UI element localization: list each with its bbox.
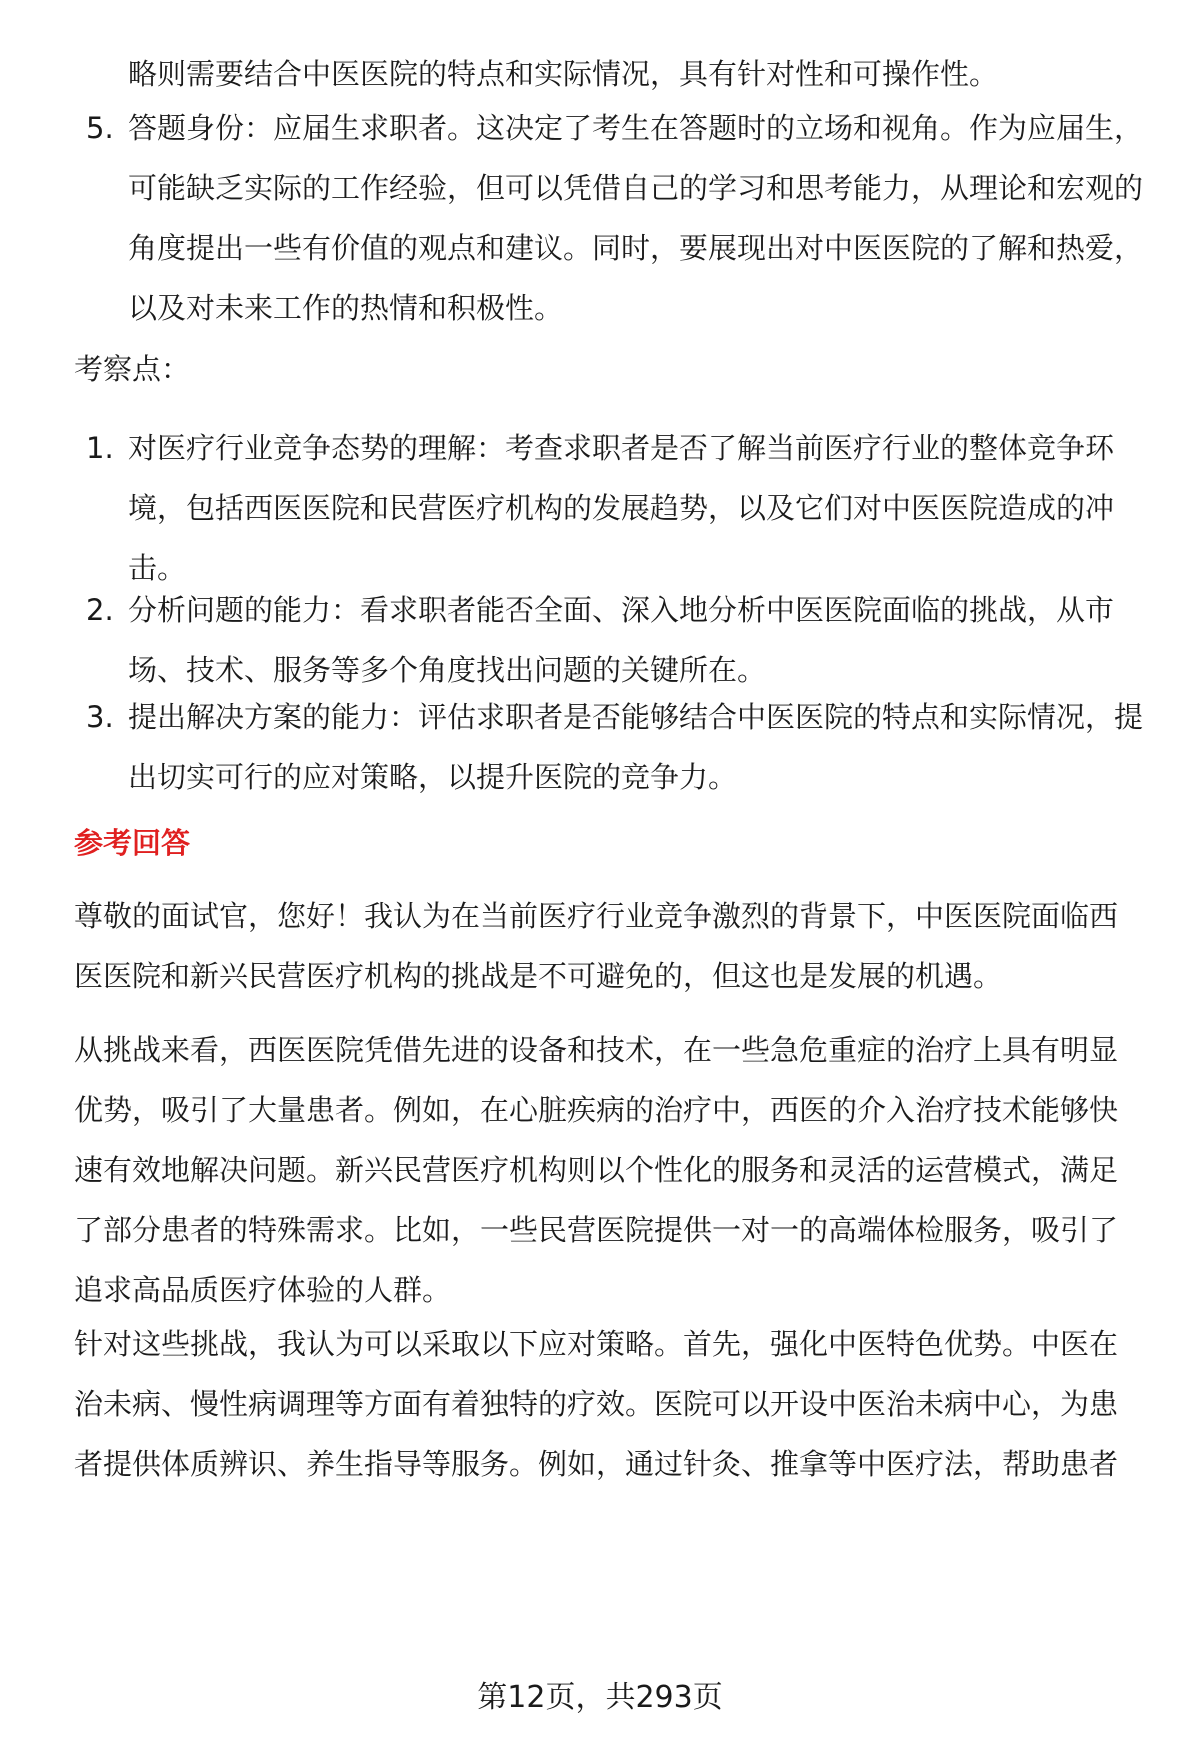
list-item-5 bbox=[74, 98, 1144, 338]
kaochadian-item-1 bbox=[74, 418, 1144, 598]
list-item-text: 提出解决方案的能力：评估求职者是否能够结合中医医院的特点和实际情况，提出切实可行的应对策略，以提升医院的竞争力。 bbox=[128, 700, 1144, 794]
list-item-text: 对医疗行业竞争态势的理解：考查求职者是否了解当前医疗行业的整体竞争环境，包括西医医院和民营医疗机构的发展趋势，以及它们对中医医院造成的冲击。 bbox=[128, 431, 1115, 585]
list-item-number: 1. bbox=[86, 431, 114, 465]
answer-paragraph-2: 从挑战来看，西医医院凭借先进的设备和技术，在一些急危重症的治疗上具有明显优势，吸引了大量患者。例如，在心脏疾病的治疗中，西医的介入治疗技术能够快速有效地解决问题。新兴民营医疗机构则以个性化的服务和灵活的运营模式，满足了部分患者的特殊需求。比如，一些民营医院提供一对一的高端体检服务，吸引了追求高品质医疗体验的人群。 bbox=[74, 1033, 1119, 1307]
list-item-number: 2. bbox=[86, 593, 114, 627]
kaochadian-item-3 bbox=[74, 687, 1144, 807]
kaochadian-item-2 bbox=[74, 580, 1144, 700]
top-continuation-text: 略则需要结合中医医院的特点和实际情况，具有针对性和可操作性。 bbox=[128, 57, 999, 91]
answer-paragraph-1: 尊敬的面试官，您好！我认为在当前医疗行业竞争激烈的背景下，中医医院面临西医医院和新兴民营医疗机构的挑战是不可避免的，但这也是发展的机遇。 bbox=[74, 899, 1119, 993]
list-item-text: 分析问题的能力：看求职者能否全面、深入地分析中医医院面临的挑战，从市场、技术、服务等多个角度找出问题的关键所在。 bbox=[128, 593, 1115, 687]
list-item-text: 答题身份：应届生求职者。这决定了考生在答题时的立场和视角。作为应届生，可能缺乏实际的工作经验，但可以凭借自己的学习和思考能力，从理论和宏观的角度提出一些有价值的观点和建议。同时，要展现出对中医医院的了解和热爱，以及对未来工作的热情和积极性。 bbox=[128, 111, 1144, 325]
list-item-number: 5. bbox=[86, 111, 114, 145]
page-number-footer: 第12页，共293页 bbox=[477, 1680, 723, 1715]
answer-paragraph-3: 针对这些挑战，我认为可以采取以下应对策略。首先，强化中医特色优势。中医在治未病、慢性病调理等方面有着独特的疗效。医院可以开设中医治未病中心，为患者提供体质辨识、养生指导等服务。例如，通过针灸、推拿等中医疗法，帮助患者 bbox=[74, 1327, 1119, 1481]
list-item-number: 3. bbox=[86, 700, 114, 734]
kaochadian-heading: 考察点： bbox=[74, 352, 191, 386]
reference-answer-heading: 参考回答 bbox=[74, 826, 191, 860]
